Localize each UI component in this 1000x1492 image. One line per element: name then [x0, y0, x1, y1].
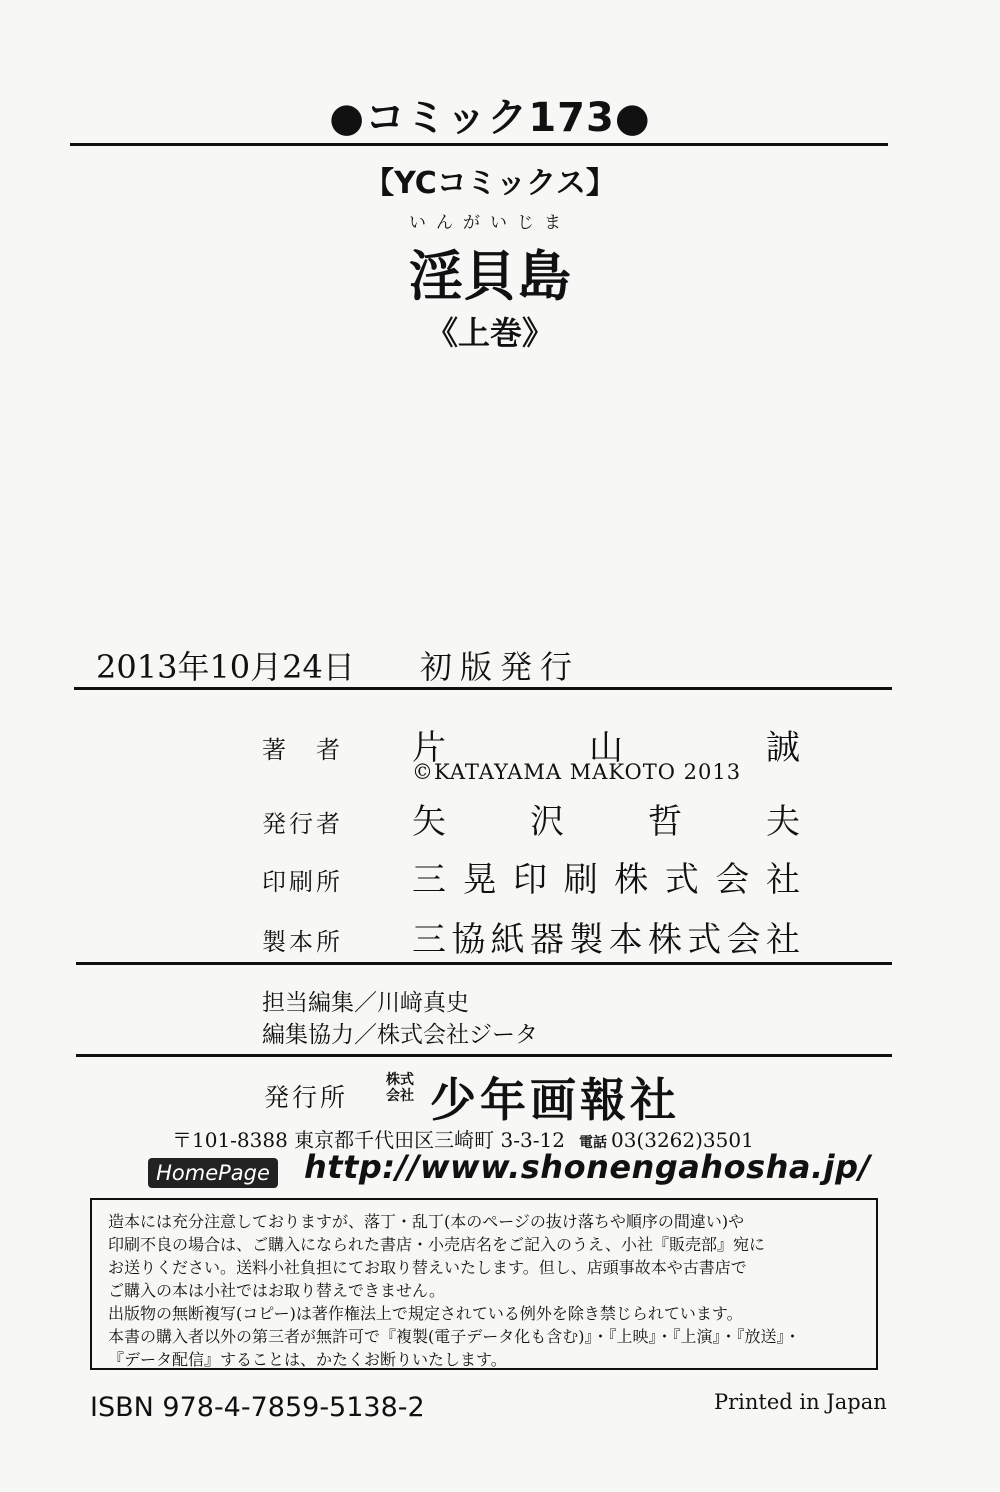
credit-char: 三 — [412, 920, 446, 960]
notice-line: お送りください。送料小社負担にてお取り替えいたします。但し、店頭事故本や古書店で — [108, 1258, 747, 1277]
notice-line: 『データ配信』することは、かたくお断りいたします。 — [108, 1350, 507, 1369]
credit-char: 矢 — [412, 802, 446, 842]
staff-editor: 担当編集／川﨑真史 — [262, 990, 469, 1016]
credit-char: 会 — [726, 920, 761, 960]
credit-char: 株 — [647, 920, 682, 960]
printed-in: Printed in Japan — [714, 1390, 887, 1414]
notice-line: 出版物の無断複写(コピー)は著作権法上で規定されている例外を除き禁じられています。 — [108, 1304, 743, 1323]
tel-number: 03(3262)3501 — [610, 1128, 754, 1152]
credit-char: 刷 — [563, 860, 598, 900]
credit-role-author: 著 者 — [262, 736, 343, 764]
credit-value-binder — [412, 912, 800, 961]
staff-rule — [76, 1054, 892, 1057]
title-ruby: いんがいじま — [409, 213, 571, 233]
publisher-name: 少年画報社 — [430, 1073, 680, 1127]
credit-char: 夫 — [766, 802, 800, 842]
tel-label: 電話 — [578, 1135, 607, 1151]
book-title: 淫貝島 — [409, 245, 571, 308]
notice-line: 印刷不良の場合は、ご購入になられた書店・小売店名をご記入のうえ、小社『販売部』宛に — [108, 1235, 765, 1254]
credit-char: 社 — [765, 920, 800, 960]
series-number: ●コミック173● — [329, 95, 651, 141]
credit-role-printer: 印刷所 — [262, 868, 343, 896]
publication-date: 2013年10月24日 — [96, 648, 355, 686]
notice-box — [90, 1198, 878, 1370]
publisher-corp-type: 株式会社 — [386, 1072, 414, 1104]
credit-char: 器 — [529, 920, 564, 960]
credit-char: 協 — [451, 920, 486, 960]
isbn: ISBN 978-4-7859-5138-2 — [90, 1392, 425, 1423]
credit-char: 晃 — [462, 860, 497, 900]
publisher-address: 〒101-8388 東京都千代田区三崎町 3-3-12 — [172, 1128, 565, 1152]
credit-value-issuer — [412, 794, 800, 843]
notice-line: 本書の購入者以外の第三者が無許可で『複製(電子データ化も含む)』・『上映』・『上演』・『放送』・ — [108, 1327, 801, 1346]
credit-char: 本 — [608, 920, 643, 960]
imprint-label: 【YCコミックス】 — [364, 166, 616, 201]
staff-editorial-cooperation: 編集協力／株式会社ジータ — [262, 1022, 538, 1048]
credits-rule — [76, 962, 892, 965]
credit-char: 哲 — [648, 802, 682, 842]
credit-char: 製 — [569, 920, 604, 960]
credit-char: 株 — [614, 860, 649, 900]
notice-line: 造本には充分注意しておりますが、落丁・乱丁(本のページの抜け落ちや順序の間違い)や — [108, 1212, 745, 1231]
credit-char: 式 — [687, 920, 722, 960]
credit-role-binder: 製本所 — [262, 928, 343, 956]
credit-char: 式 — [664, 860, 699, 900]
credit-char: 片 — [412, 728, 446, 768]
credit-value-printer — [412, 852, 800, 901]
credit-char: 誠 — [766, 728, 800, 768]
credit-char: 山 — [589, 728, 623, 768]
header-rule — [70, 143, 888, 146]
credit-role-issuer: 発行者 — [262, 810, 343, 838]
credit-char: 紙 — [490, 920, 525, 960]
credit-char: 沢 — [530, 802, 564, 842]
copyright-line: ©KATAYAMA MAKOTO 2013 — [412, 760, 742, 784]
credit-char: 三 — [412, 860, 446, 900]
edition-rule — [74, 687, 892, 690]
publisher-role: 発行所 — [264, 1083, 349, 1112]
homepage-badge: HomePage — [148, 1158, 278, 1188]
edition-type: 初版発行 — [420, 648, 581, 686]
credit-char: 会 — [715, 860, 750, 900]
credit-char: 社 — [765, 860, 800, 900]
credit-char: 印 — [513, 860, 548, 900]
homepage-url[interactable]: http://www.shonengahosha.jp/ — [304, 1148, 871, 1186]
notice-line: ご購入の本は小社ではお取り替えできません。 — [108, 1281, 445, 1300]
volume-label: 《上巻》 — [425, 314, 554, 352]
